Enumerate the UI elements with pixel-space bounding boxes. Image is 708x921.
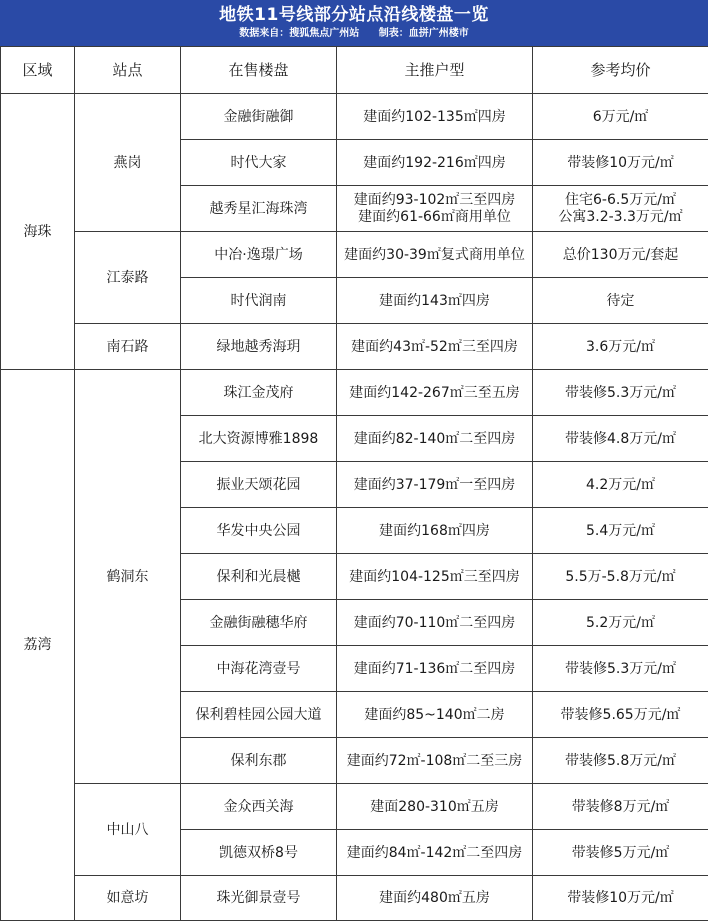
station-cell: 如意坊: [75, 876, 181, 921]
unit-type: 建面约104-125㎡三至四房: [337, 554, 533, 600]
data-source: 数据来自：搜狐焦点广州站: [239, 28, 360, 39]
station-cell: 中山八: [75, 784, 181, 876]
avg-price: 4.2万元/㎡: [533, 462, 708, 508]
unit-type: 建面约143㎡四房: [337, 278, 533, 324]
project-name: 中冶·逸璟广场: [181, 232, 337, 278]
project-name: 金融街融御: [181, 94, 337, 140]
table-row: [1, 94, 708, 140]
project-name: 北大资源博雅1898: [181, 416, 337, 462]
avg-price: [533, 186, 708, 232]
unit-type: 建面约70-110㎡二至四房: [337, 600, 533, 646]
title-banner: [0, 0, 708, 46]
avg-price: 带装修5.3万元/㎡: [533, 370, 708, 416]
avg-price-line-2: 公寓3.2-3.3万元/㎡: [558, 208, 683, 225]
header-district: 区域: [1, 47, 75, 94]
unit-type: 建面约84㎡-142㎡二至四房: [337, 830, 533, 876]
unit-type: 建面约142-267㎡三至五房: [337, 370, 533, 416]
header-project: 在售楼盘: [181, 47, 337, 94]
avg-price: 带装修4.8万元/㎡: [533, 416, 708, 462]
table-row: [1, 784, 708, 830]
project-name: 绿地越秀海玥: [181, 324, 337, 370]
project-name: 金众西关海: [181, 784, 337, 830]
avg-price: 带装修8万元/㎡: [533, 784, 708, 830]
district-cell: 荔湾: [1, 370, 75, 921]
project-name: 华发中央公园: [181, 508, 337, 554]
unit-type-line-2: 建面约61-66㎡商用单位: [358, 208, 511, 225]
avg-price: 总价130万元/套起: [533, 232, 708, 278]
unit-type-line-1: 建面约93-102㎡三至四房: [353, 191, 516, 208]
unit-type: 建面约72㎡-108㎡二至三房: [337, 738, 533, 784]
unit-type: 建面约82-140㎡二至四房: [337, 416, 533, 462]
project-name: 中海花湾壹号: [181, 646, 337, 692]
avg-price: 带装修5.3万元/㎡: [533, 646, 708, 692]
project-name: 珠光御景壹号: [181, 876, 337, 921]
unit-type: 建面约71-136㎡二至四房: [337, 646, 533, 692]
page-title: 地铁11号线部分站点沿线楼盘一览: [219, 5, 489, 25]
project-name: 时代润南: [181, 278, 337, 324]
table-row: [1, 370, 708, 416]
table-header-row: [1, 47, 708, 94]
avg-price-line-1: 住宅6-6.5万元/㎡: [565, 191, 676, 208]
avg-price: 5.4万元/㎡: [533, 508, 708, 554]
station-cell: 南石路: [75, 324, 181, 370]
header-station: 站点: [75, 47, 181, 94]
avg-price: 5.5万-5.8万元/㎡: [533, 554, 708, 600]
avg-price: 带装修5万元/㎡: [533, 830, 708, 876]
project-name: 保利和光晨樾: [181, 554, 337, 600]
project-name: 越秀星汇海珠湾: [181, 186, 337, 232]
station-cell: 燕岗: [75, 94, 181, 232]
header-unit-type: 主推户型: [337, 47, 533, 94]
unit-type: 建面约85~140㎡二房: [337, 692, 533, 738]
project-name: 凯德双桥8号: [181, 830, 337, 876]
unit-type: 建面约192-216㎡四房: [337, 140, 533, 186]
project-name: 保利东郡: [181, 738, 337, 784]
unit-type: [337, 186, 533, 232]
station-cell: 江泰路: [75, 232, 181, 324]
unit-type: 建面约168㎡四房: [337, 508, 533, 554]
source-line: [0, 27, 708, 41]
station-cell: 鹤洞东: [75, 370, 181, 784]
project-name: 珠江金茂府: [181, 370, 337, 416]
project-name: 振业天颂花园: [181, 462, 337, 508]
district-cell: 海珠: [1, 94, 75, 370]
table-row: [1, 324, 708, 370]
table-row: [1, 876, 708, 921]
unit-type: 建面约37-179㎡一至四房: [337, 462, 533, 508]
unit-type: 建面280-310㎡五房: [337, 784, 533, 830]
avg-price: 带装修10万元/㎡: [533, 140, 708, 186]
avg-price: 带装修5.65万元/㎡: [533, 692, 708, 738]
unit-type: 建面约30-39㎡复式商用单位: [337, 232, 533, 278]
avg-price: 带装修5.8万元/㎡: [533, 738, 708, 784]
avg-price: 3.6万元/㎡: [533, 324, 708, 370]
unit-type: 建面约102-135㎡四房: [337, 94, 533, 140]
avg-price: 待定: [533, 278, 708, 324]
project-name: 金融街融穗华府: [181, 600, 337, 646]
avg-price: 5.2万元/㎡: [533, 600, 708, 646]
property-table: [0, 46, 708, 921]
avg-price: 带装修10万元/㎡: [533, 876, 708, 921]
header-avg-price: 参考均价: [533, 47, 708, 94]
project-name: 时代大家: [181, 140, 337, 186]
project-name: 保利碧桂园公园大道: [181, 692, 337, 738]
unit-type: 建面约480㎡五房: [337, 876, 533, 921]
table-maker: 制表：血拼广州楼市: [378, 28, 469, 39]
table-row: [1, 232, 708, 278]
avg-price: 6万元/㎡: [533, 94, 708, 140]
unit-type: 建面约43㎡-52㎡三至四房: [337, 324, 533, 370]
